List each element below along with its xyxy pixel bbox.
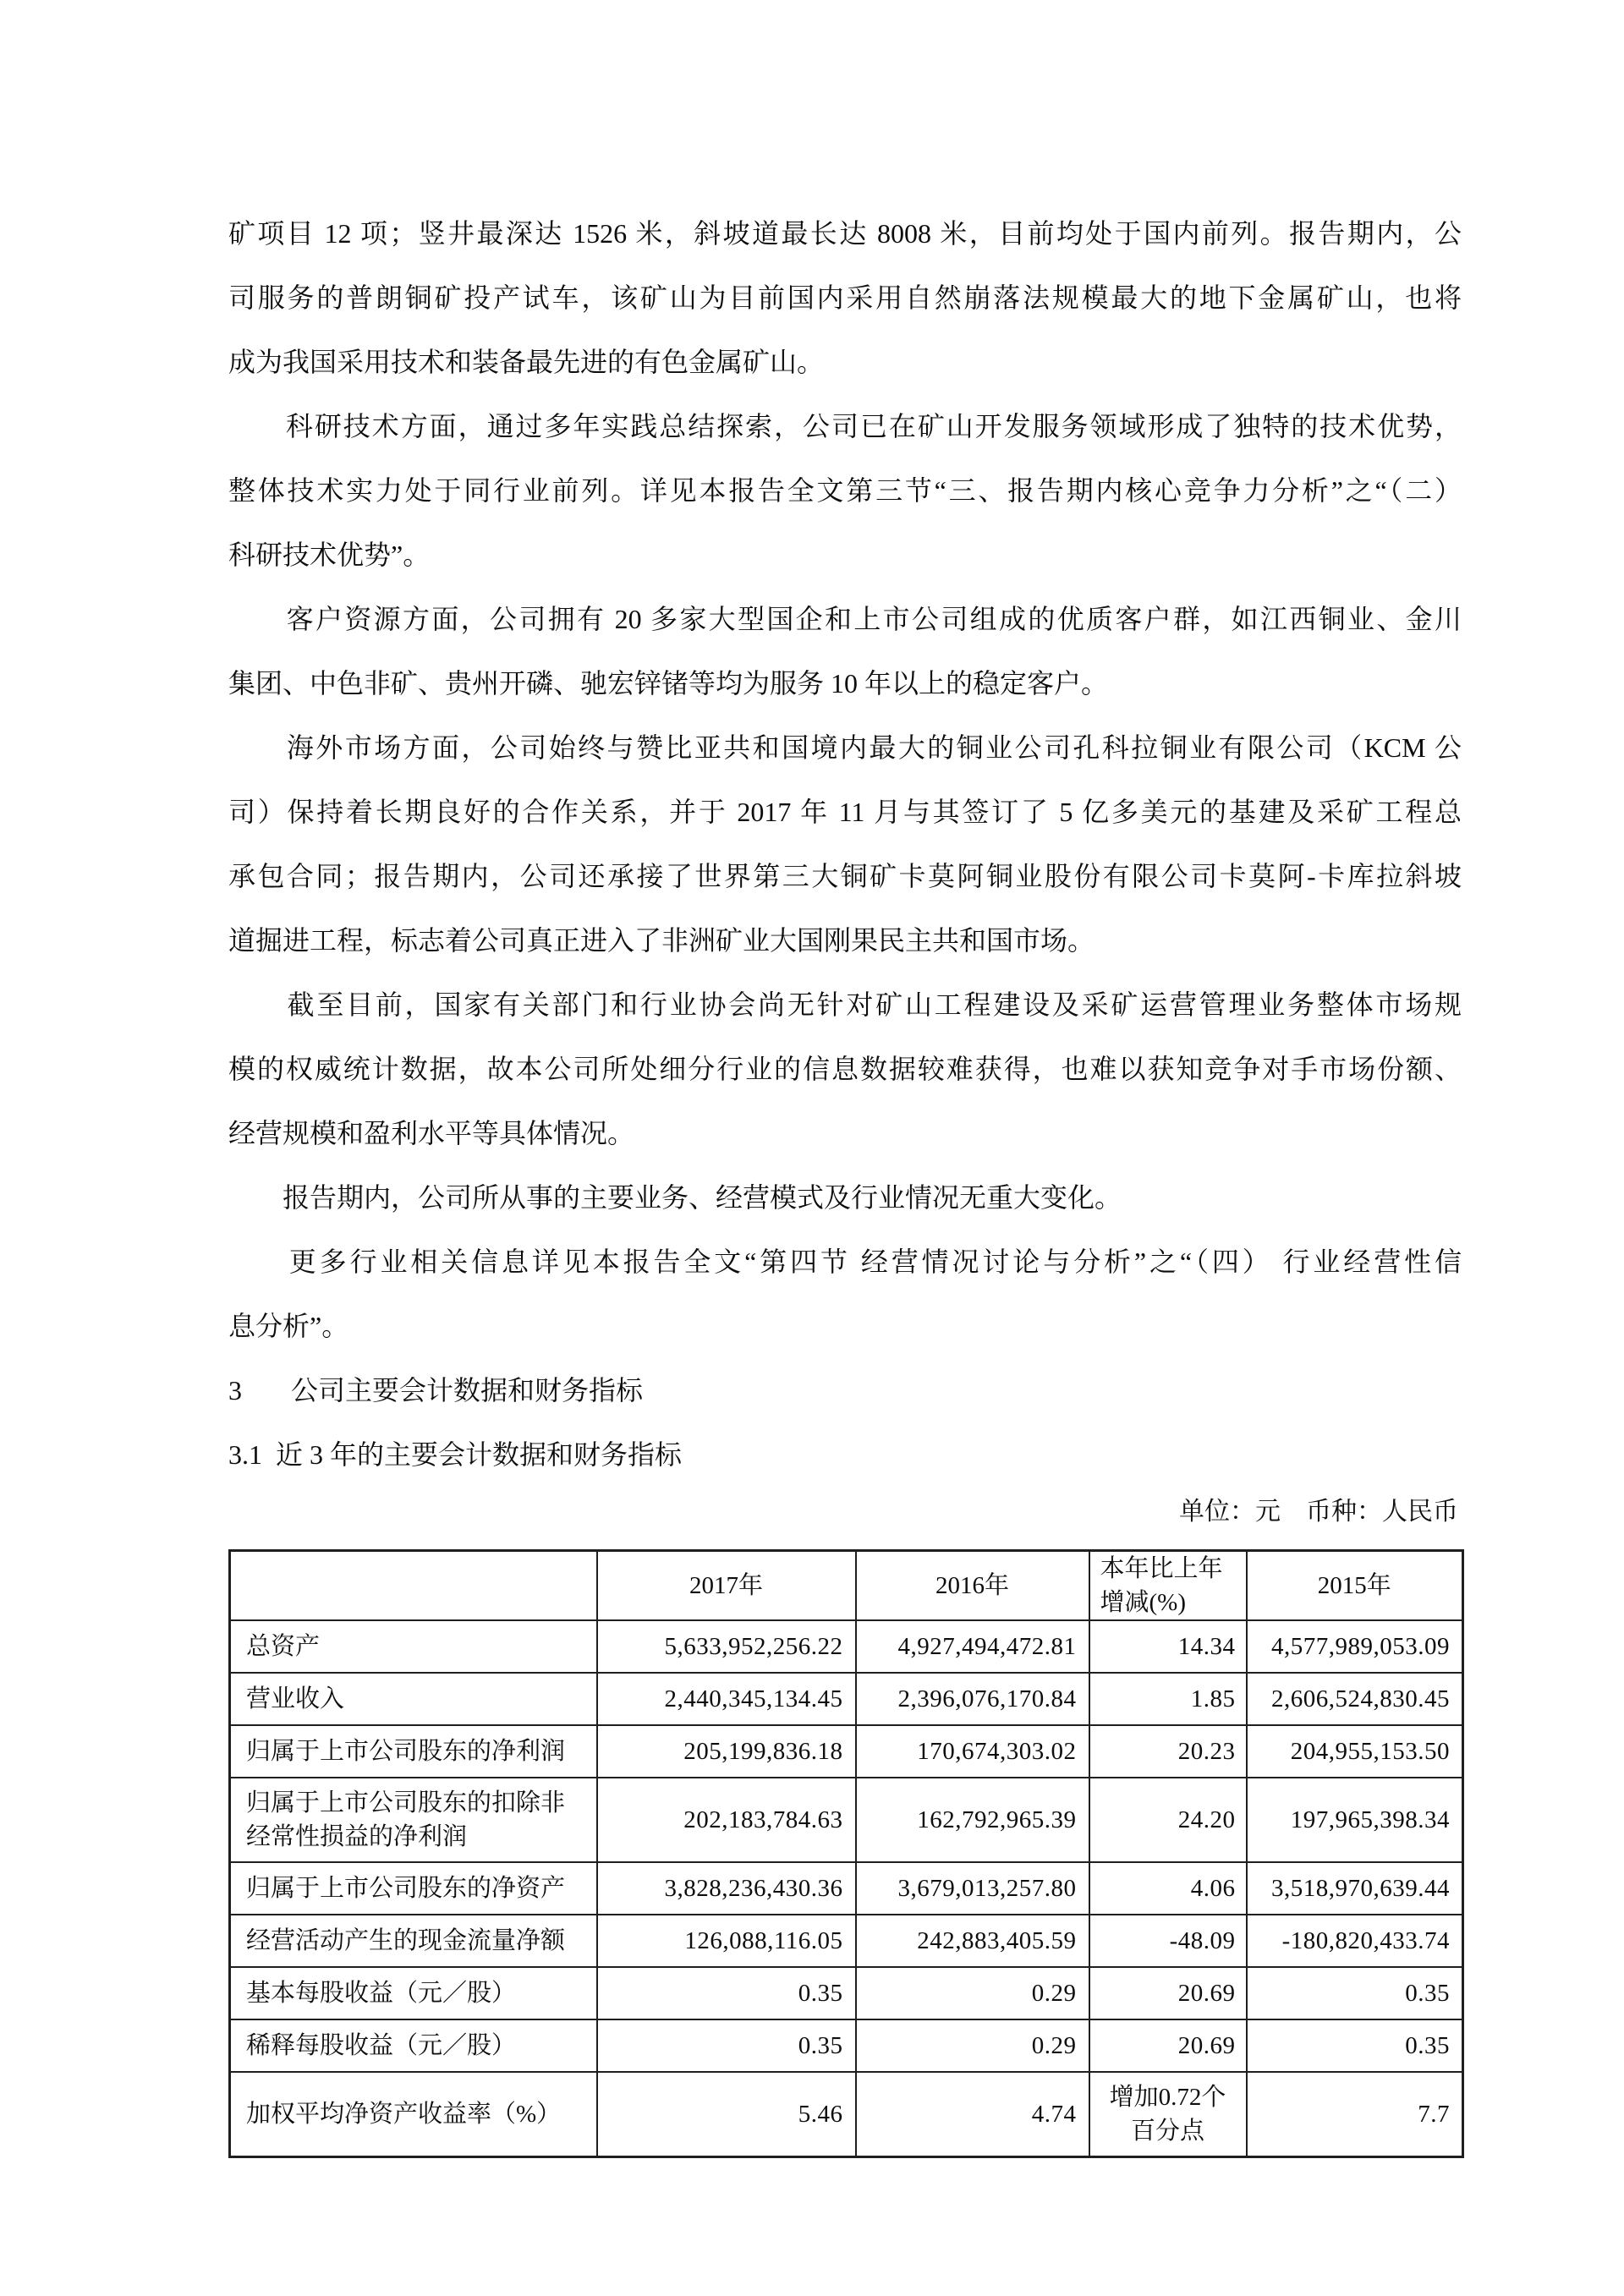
financial-table <box>228 1549 1464 2158</box>
value-2017: 126,088,116.05 <box>597 1915 856 1967</box>
row-label: 归属于上市公司股东的净资产 <box>230 1862 597 1915</box>
header-2017: 2017年 <box>597 1551 856 1621</box>
value-2017: 2,440,345,134.45 <box>597 1673 856 1725</box>
value-2016: 2,396,076,170.84 <box>856 1673 1089 1725</box>
value-2017: 5,633,952,256.22 <box>597 1620 856 1673</box>
text-line: 集团、中色非矿、贵州开磷、驰宏锌锗等均为服务 10 年以上的稳定客户。 <box>228 668 1109 699</box>
paragraph-3 <box>228 587 1462 715</box>
value-change: 14.34 <box>1089 1620 1247 1673</box>
value-2017: 0.35 <box>597 1967 856 2019</box>
header-change: 本年比上年增减(%) <box>1089 1551 1247 1621</box>
value-change: 1.85 <box>1089 1673 1247 1725</box>
table-unit-note: 单位：元 币种：人民币 <box>1179 1498 1458 1526</box>
header-2015: 2015年 <box>1247 1551 1463 1621</box>
table-row-revenue <box>230 1673 1463 1725</box>
text-line: 海外市场方面，公司始终与赞比亚共和国境内最大的铜业公司孔科拉铜业有限公司（KCM 公 <box>228 732 1462 763</box>
text-line: 科研技术优势”。 <box>228 540 431 570</box>
value-change: 20.69 <box>1089 1967 1247 2019</box>
value-2015: 3,518,970,639.44 <box>1247 1862 1463 1915</box>
section-3-1-heading <box>228 1422 1462 1487</box>
value-2015: 204,955,153.50 <box>1247 1725 1463 1778</box>
table-row-operating-cash-flow <box>230 1915 1463 1967</box>
table-row-net-profit-deducted <box>230 1778 1463 1862</box>
value-2017: 0.35 <box>597 2019 856 2072</box>
value-change: 24.20 <box>1089 1778 1247 1862</box>
section-3-1-number: 3.1 <box>228 1439 262 1470</box>
table-row-net-profit <box>230 1725 1463 1778</box>
value-change: -48.09 <box>1089 1915 1247 1967</box>
value-2017: 3,828,236,430.36 <box>597 1862 856 1915</box>
paragraph-6 <box>228 1165 1462 1230</box>
text-line: 道掘进工程，标志着公司真正进入了非洲矿业大国刚果民主共和国市场。 <box>228 925 1095 956</box>
text-line: 客户资源方面，公司拥有 20 多家大型国企和上市公司组成的优质客户群，如江西铜业、金川 <box>228 604 1462 634</box>
row-label: 营业收入 <box>230 1673 597 1725</box>
table-row-net-assets <box>230 1862 1463 1915</box>
value-2015: 0.35 <box>1247 1967 1463 2019</box>
text-line: 成为我国采用技术和装备最先进的有色金属矿山。 <box>228 347 825 377</box>
table-row-total-assets <box>230 1620 1463 1673</box>
paragraph-7 <box>228 1230 1462 1358</box>
text-line: 截至目前，国家有关部门和行业协会尚无针对矿山工程建设及采矿运营管理业务整体市场规 <box>228 989 1462 1020</box>
row-label: 归属于上市公司股东的扣除非经常性损益的净利润 <box>230 1778 597 1862</box>
row-label: 总资产 <box>230 1620 597 1673</box>
value-2016: 162,792,965.39 <box>856 1778 1089 1862</box>
value-2017: 5.46 <box>597 2072 856 2157</box>
text-line: 经营规模和盈利水平等具体情况。 <box>228 1118 635 1148</box>
table-header-row <box>230 1551 1463 1621</box>
value-2017: 202,183,784.63 <box>597 1778 856 1862</box>
row-label: 基本每股收益（元／股） <box>230 1967 597 2019</box>
text-line: 报告期内，公司所从事的主要业务、经营模式及行业情况无重大变化。 <box>228 1182 1122 1213</box>
value-2016: 4,927,494,472.81 <box>856 1620 1089 1673</box>
value-2015: 0.35 <box>1247 2019 1463 2072</box>
text-line: 矿项目 12 项；竖井最深达 1526 米，斜坡道最长达 8008 米，目前均处于国内前列。报告期内，公 <box>228 218 1462 249</box>
text-line: 司）保持着长期良好的合作关系，并于 2017 年 11 月与其签订了 5 亿多美元的基建及采矿工程总 <box>228 797 1462 827</box>
row-label: 经营活动产生的现金流量净额 <box>230 1915 597 1967</box>
header-blank-cell <box>230 1551 597 1621</box>
value-change: 增加0.72个百分点 <box>1089 2072 1247 2157</box>
value-2016: 242,883,405.59 <box>856 1915 1089 1967</box>
value-2016: 170,674,303.02 <box>856 1725 1089 1778</box>
paragraph-1 <box>228 201 1462 394</box>
value-2015: 7.7 <box>1247 2072 1463 2157</box>
paragraph-5 <box>228 973 1462 1165</box>
paragraph-2 <box>228 394 1462 587</box>
section-3-number: 3 <box>228 1375 242 1406</box>
value-change: 20.23 <box>1089 1725 1247 1778</box>
text-line: 承包合同；报告期内，公司还承接了世界第三大铜矿卡莫阿铜业股份有限公司卡莫阿-卡库拉斜坡 <box>228 861 1462 891</box>
page-content <box>228 201 1462 2158</box>
table-row-basic-eps <box>230 1967 1463 2019</box>
text-line: 更多行业相关信息详见本报告全文“第四节 经营情况讨论与分析”之“（四） 行业经营性信 <box>228 1247 1462 1277</box>
value-2015: 2,606,524,830.45 <box>1247 1673 1463 1725</box>
value-change: 20.69 <box>1089 2019 1247 2072</box>
table-row-diluted-eps <box>230 2019 1463 2072</box>
section-3-1-title: 近 3 年的主要会计数据和财务指标 <box>276 1439 683 1470</box>
value-2015: 4,577,989,053.09 <box>1247 1620 1463 1673</box>
value-2015: -180,820,433.74 <box>1247 1915 1463 1967</box>
text-line: 模的权威统计数据，故本公司所处细分行业的信息数据较难获得，也难以获知竞争对手市场份额、 <box>228 1054 1462 1084</box>
value-2015: 197,965,398.34 <box>1247 1778 1463 1862</box>
text-line: 息分析”。 <box>228 1311 349 1341</box>
row-label: 稀释每股收益（元／股） <box>230 2019 597 2072</box>
text-line: 科研技术方面，通过多年实践总结探索，公司已在矿山开发服务领域形成了独特的技术优势， <box>228 411 1462 441</box>
section-3-heading <box>228 1358 1462 1422</box>
section-3-title: 公司主要会计数据和财务指标 <box>291 1375 644 1406</box>
value-2016: 0.29 <box>856 1967 1089 2019</box>
text-line: 司服务的普朗铜矿投产试车，该矿山为目前国内采用自然崩落法规模最大的地下金属矿山，也将 <box>228 282 1462 313</box>
value-2016: 0.29 <box>856 2019 1089 2072</box>
header-2016: 2016年 <box>856 1551 1089 1621</box>
table-row-weighted-roe <box>230 2072 1463 2157</box>
value-2016: 3,679,013,257.80 <box>856 1862 1089 1915</box>
value-change: 4.06 <box>1089 1862 1247 1915</box>
text-line: 整体技术实力处于同行业前列。详见本报告全文第三节“三、报告期内核心竞争力分析”之“（二） <box>228 475 1462 506</box>
value-2017: 205,199,836.18 <box>597 1725 856 1778</box>
value-2016: 4.74 <box>856 2072 1089 2157</box>
row-label: 归属于上市公司股东的净利润 <box>230 1725 597 1778</box>
row-label: 加权平均净资产收益率（%） <box>230 2072 597 2157</box>
paragraph-4 <box>228 715 1462 973</box>
